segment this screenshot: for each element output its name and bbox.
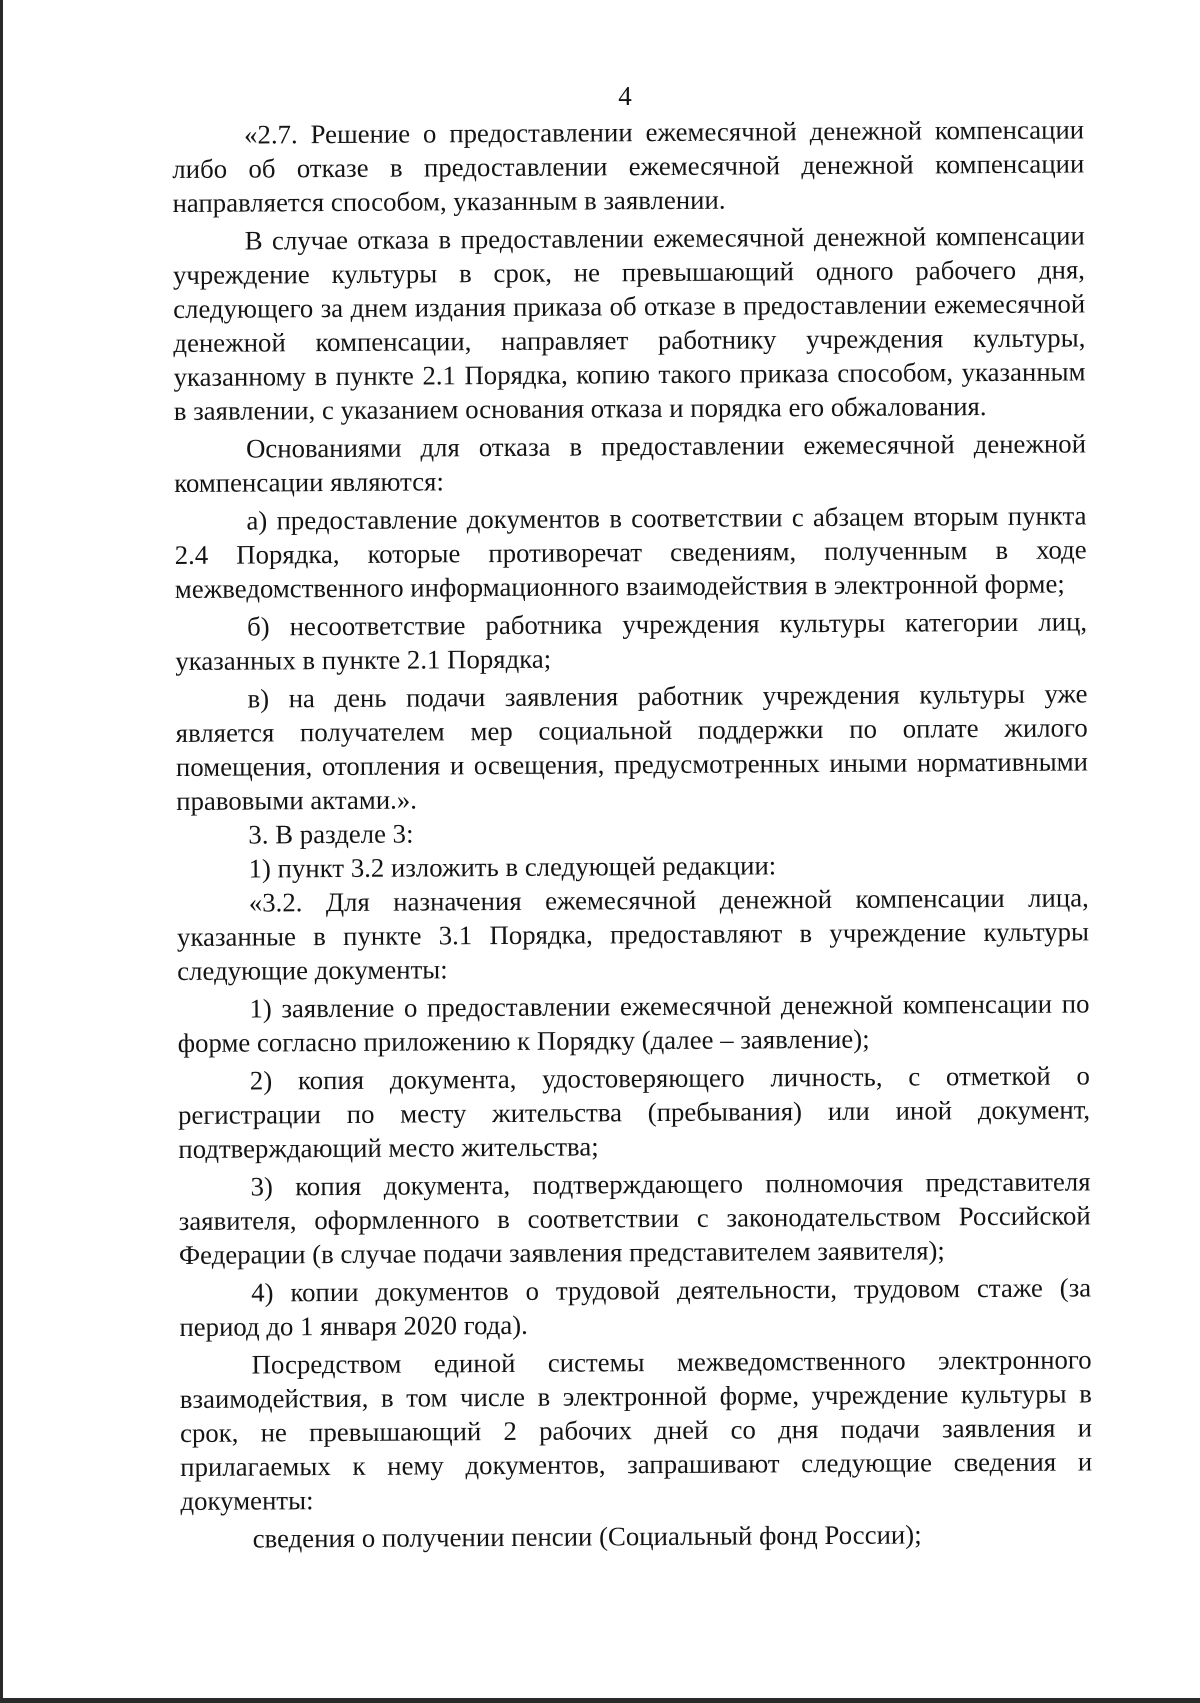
paragraph-refusal-grounds-intro: Основаниями для отказа в предоставлении ежемесячной денежной компенсации являются: [174,428,1087,498]
list-item-3: 3) копия документа, подтверждающего полномочия представителя заявителя, оформленного в соответствии с законодательством Российской Федерации (в случае подачи заявления представителем заявителя); [178,1166,1091,1270]
paragraph-interagency-request: Посредством единой системы межведомственного электронного взаимодействия, в том числе в электронной форме, учреждение культуры в срок, не превышающий 2 рабочих дней со дня подачи заявления и прилагаемых к нему документов, запрашивают следующие сведения и документы: [179,1344,1093,1516]
paragraph-point-3-2-edit: 1) пункт 3.2 изложить в следующей редакции: [248,850,777,884]
scan-border-left [0,0,3,1703]
paragraph-2-7-decision: «2.7. Решение о предоставлении ежемесячной денежной компенсации либо об отказе в предоставлении ежемесячной денежной компенсации направляется способом, указанным в заявлении. [172,114,1085,218]
list-item-4: 4) копии документов о трудовой деятельности, трудовом стаже (за период до 1 января 2020 года). [179,1272,1092,1342]
list-item-v: в) на день подачи заявления работник учреждения культуры уже является получателем мер социальной поддержки по оплате жилого помещения, отопления и освещения, предусмотренных иными нормативными правовыми актами.». [175,678,1089,816]
page-number: 4 [618,81,632,111]
paragraph-pension-info: сведения о получении пенсии (Социальный фонд России); [252,1519,922,1554]
paragraph-refusal-notice: В случае отказа в предоставлении ежемесячной денежной компенсации учреждение культуры в срок, не превышающий одного рабочего дня, следующего за днем издания приказа об отказе в предоставлении ежемесячной денежной компенсации, направляет работнику учреждения культуры, указанному в пункте 2.1 Порядка, копию такого приказа способом, указанным в заявлении, с указанием основания отказа и порядка его обжалования. [172,220,1086,426]
list-item-a: а) предоставление документов в соответствии с абзацем вторым пункта 2.4 Порядка, которые противоречат сведениям, полученным в ходе межведомственного информационного взаимодействия в электронной форме; [174,500,1087,604]
list-item-2: 2) копия документа, удостоверяющего личность, с отметкой о регистрации по месту жительства (пребывания) или иной документ, подтверждающий место жительства; [177,1060,1091,1164]
list-item-1: 1) заявление о предоставлении ежемесячной денежной компенсации по форме согласно приложению к Порядку (далее – заявление); [177,988,1090,1058]
paragraph-3-2-documents-intro: «3.2. Для назначения ежемесячной денежной компенсации лица, указанные в пункте 3.1 Порядка, предоставляют в учреждение культуры следующие документы: [176,882,1090,986]
list-item-b: б) несоответствие работника учреждения культуры категории лиц, указанных в пункте 2.1 Порядка; [175,606,1088,676]
document-body [172,112,1093,1556]
scan-border-bottom [0,1698,1200,1703]
paragraph-section-3: 3. В разделе 3: [248,818,414,850]
